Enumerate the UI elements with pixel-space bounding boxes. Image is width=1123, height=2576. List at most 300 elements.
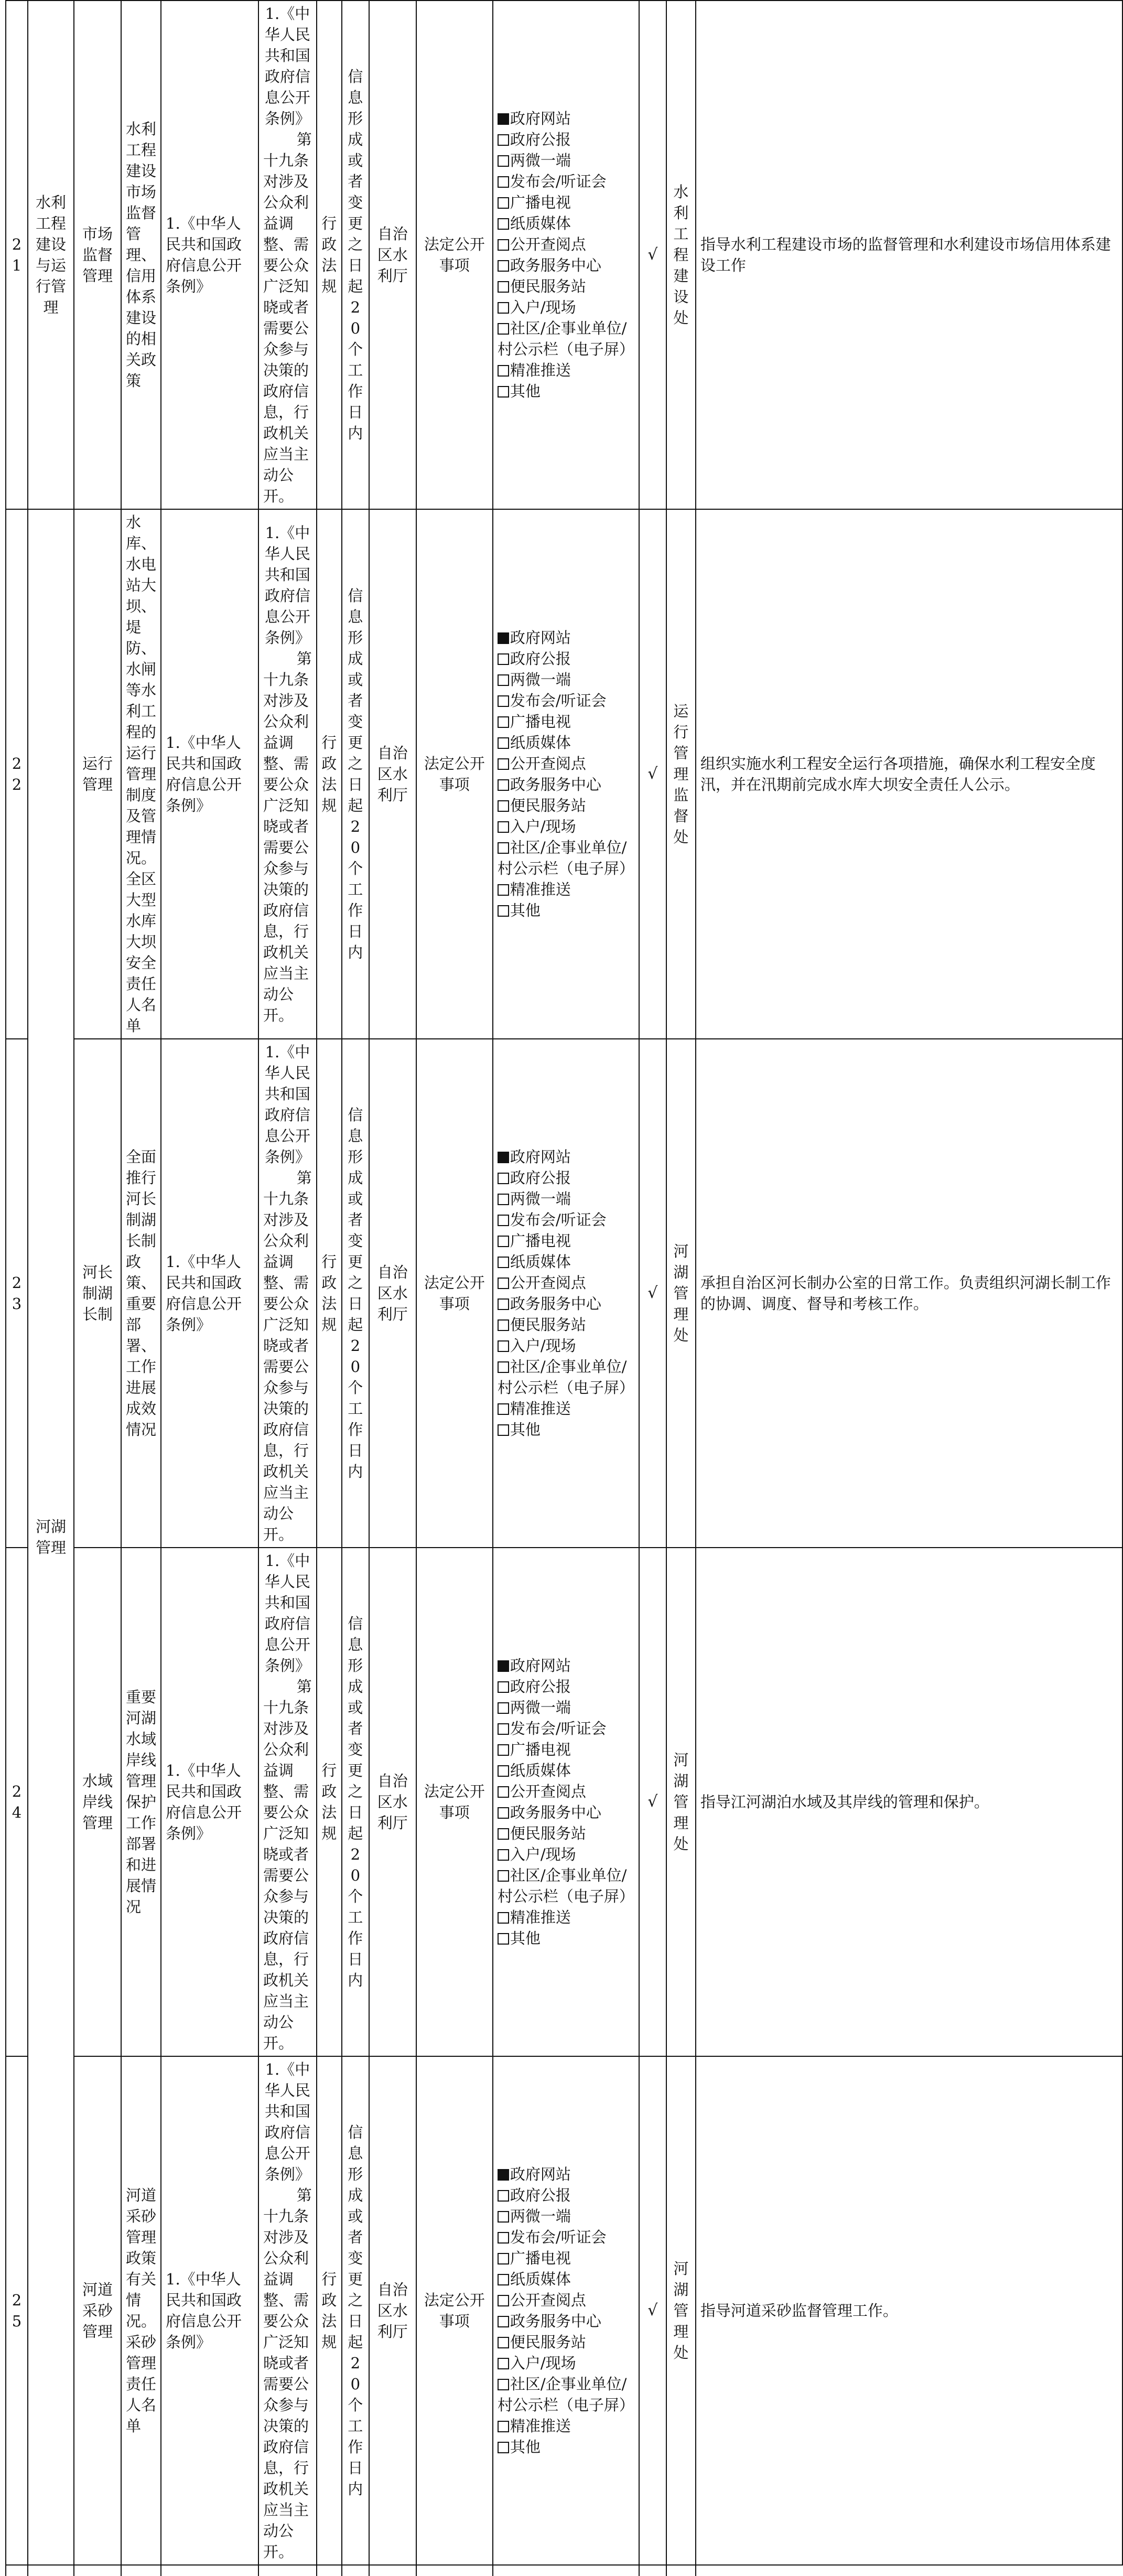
checkbox-icon	[498, 905, 509, 917]
channel-item	[498, 2290, 634, 2311]
channel-label: 政务服务中心	[510, 256, 601, 274]
channel-label: 纸质媒体	[510, 2270, 571, 2288]
basis-article: 第十九条 对涉及公众利益调整、需要公众广泛知晓或者需要公众参与决策的政府信息，行政机关应当主动公开。	[263, 650, 325, 1024]
channel-label: 其他	[510, 901, 541, 919]
channel-label: 广播电视	[510, 1741, 571, 1758]
checkbox-icon	[498, 1849, 509, 1861]
channel-item	[498, 774, 634, 795]
channel-item	[498, 2185, 634, 2206]
channel-label: 政府网站	[510, 1657, 571, 1675]
table-body	[6, 1, 1122, 2576]
checkbox-icon	[498, 1765, 509, 1777]
checkbox-icon	[498, 386, 509, 398]
checkbox-icon	[498, 134, 509, 146]
channel-list	[493, 509, 639, 1039]
channel-label: 精准推送	[510, 1400, 571, 1418]
channel-label: 发布会/听证会	[510, 173, 607, 190]
checkbox-icon	[498, 1424, 509, 1436]
channel-label: 政府网站	[510, 629, 571, 647]
basis-short: 1.《中华人民共和国政府信息公开条例》	[161, 1, 258, 509]
checkbox-icon	[498, 323, 509, 335]
checkbox-icon	[498, 758, 509, 770]
checkmark: √	[639, 1548, 666, 2056]
channel-item	[498, 690, 634, 711]
channel-label: 发布会/听证会	[510, 2228, 607, 2246]
disclosure-subject: 自治区水利厅	[369, 2056, 416, 2565]
time-limit: 信息形成或者变更之日起20个工作日内	[342, 1039, 369, 1548]
duty-description: 组织实施水利工程安全运行各项措施，确保水利工程安全度汛，并在汛期前完成水库大坝安全责任人公示。	[696, 509, 1122, 1039]
channel-label: 公开查阅点	[510, 1274, 586, 1292]
checkmark: √	[639, 1039, 666, 1548]
basis-title: 1.《中华人民共和国政府信息公开条例》	[264, 1043, 310, 1166]
channel-item	[498, 1314, 634, 1335]
checkbox-icon	[498, 800, 509, 812]
checkbox-icon	[498, 1152, 509, 1163]
channel-item	[498, 669, 634, 690]
channel-label: 发布会/听证会	[510, 692, 607, 710]
channel-label: 广播电视	[510, 2249, 571, 2267]
channel-item	[498, 1886, 634, 1907]
channel-label: 村公示栏（电子屏）	[497, 860, 634, 877]
row-number: 23	[6, 1039, 28, 1548]
channel-label: 其他	[510, 1929, 541, 1947]
basis-title: 1.《中华人民共和国政府信息公开条例》	[264, 2060, 310, 2183]
channel-item	[498, 1272, 634, 1293]
checkbox-icon	[498, 2337, 509, 2348]
channel-label: 村公示栏（电子屏）	[497, 2396, 634, 2414]
channel-item	[498, 1718, 634, 1739]
responsible-dept: 运行管理监督处	[666, 509, 696, 1039]
table-row	[6, 1548, 1122, 2056]
duty-description: 指导水利工程建设市场的监督管理和水利建设市场信用体系建设工作	[696, 1, 1122, 509]
category-level-2: 运行管理	[74, 509, 121, 1039]
category-level-2: 河道采砂管理	[74, 2056, 121, 2565]
source-type: 行政法规	[317, 1, 342, 509]
checkbox-icon	[498, 884, 509, 896]
checkbox-icon	[498, 1744, 509, 1756]
channel-label: 两微一端	[510, 671, 571, 689]
checkbox-icon	[498, 1340, 509, 1352]
channel-label: 政府公报	[510, 1678, 571, 1695]
channel-item	[498, 648, 634, 669]
disclosure-category: 法定公开事项	[416, 509, 493, 1039]
responsible-dept: 河湖管理处	[666, 1039, 696, 1548]
checkbox-icon	[498, 2211, 509, 2223]
channel-label: 精准推送	[510, 361, 571, 379]
channel-label: 广播电视	[510, 1232, 571, 1250]
channel-label: 政府网站	[510, 2165, 571, 2183]
channel-item	[498, 297, 634, 318]
channel-item	[498, 2374, 634, 2395]
cut-cell	[161, 2565, 258, 2576]
table-row	[6, 1, 1122, 509]
basis-short: 1.《中华人民共和国政府信息公开条例》	[161, 1548, 258, 2056]
channel-item	[498, 108, 634, 129]
channel-item	[498, 213, 634, 234]
channel-label: 便民服务站	[510, 797, 586, 814]
channel-label: 两微一端	[510, 1190, 571, 1208]
channel-item	[498, 1293, 634, 1314]
channel-label: 政务服务中心	[510, 2312, 601, 2330]
channel-item	[498, 1419, 634, 1440]
basis-title: 1.《中华人民共和国政府信息公开条例》	[264, 5, 310, 127]
channel-label: 纸质媒体	[510, 734, 571, 752]
disclosure-content: 河道采砂管理政策有关情况。采砂管理责任人名单	[121, 2056, 161, 2565]
channel-label: 两微一端	[510, 1699, 571, 1716]
channel-item	[498, 2164, 634, 2185]
checkbox-icon	[498, 1681, 509, 1693]
cut-cell	[416, 2565, 493, 2576]
channel-item	[498, 1802, 634, 1823]
checkbox-icon	[498, 1912, 509, 1924]
checkbox-icon	[498, 1807, 509, 1819]
cut-cell	[74, 2565, 121, 2576]
cut-cell	[342, 2565, 369, 2576]
channel-item	[498, 1844, 634, 1865]
row-number: 25	[6, 2056, 28, 2565]
responsible-dept: 河湖管理处	[666, 1548, 696, 2056]
channel-label: 公开查阅点	[510, 2291, 586, 2309]
basis-short: 1.《中华人民共和国政府信息公开条例》	[161, 509, 258, 1039]
channel-item	[498, 1188, 634, 1209]
basis-article: 第十九条 对涉及公众利益调整、需要公众广泛知晓或者需要公众参与决策的政府信息，行政机关应当主动公开。	[263, 131, 325, 505]
channel-label: 广播电视	[510, 713, 571, 731]
channel-item	[498, 837, 634, 858]
checkbox-icon	[498, 1194, 509, 1205]
channel-item	[498, 900, 634, 921]
category-level-1: 河湖管理	[28, 509, 74, 2565]
disclosure-subject: 自治区水利厅	[369, 1039, 416, 1548]
basis-title: 1.《中华人民共和国政府信息公开条例》	[264, 1552, 310, 1675]
checkbox-icon	[498, 2421, 509, 2432]
checkbox-icon	[498, 2295, 509, 2306]
channel-label: 政府公报	[510, 650, 571, 668]
cut-cell	[258, 2565, 317, 2576]
disclosure-category: 法定公开事项	[416, 1, 493, 509]
checkbox-icon	[498, 1933, 509, 1945]
checkbox-icon	[498, 1786, 509, 1798]
channel-item	[498, 360, 634, 381]
checkbox-icon	[498, 155, 509, 167]
channel-item	[498, 192, 634, 213]
channel-item	[498, 1398, 634, 1419]
disclosure-category: 法定公开事项	[416, 2056, 493, 2565]
channel-label: 发布会/听证会	[510, 1211, 607, 1229]
basis-full	[258, 2056, 325, 2565]
channel-item	[498, 1676, 634, 1697]
table-row-cut	[6, 2565, 1122, 2576]
row-number: 24	[6, 1548, 28, 2056]
checkbox-icon	[498, 1702, 509, 1714]
basis-article: 第十九条 对涉及公众利益调整、需要公众广泛知晓或者需要公众参与决策的政府信息，行政机关应当主动公开。	[263, 1678, 325, 2052]
checkbox-icon	[498, 632, 509, 644]
checkbox-icon	[498, 2379, 509, 2390]
channel-item	[498, 381, 634, 402]
disclosure-subject: 自治区水利厅	[369, 1, 416, 509]
channel-label: 便民服务站	[510, 1316, 586, 1334]
channel-item	[498, 276, 634, 297]
channel-item	[498, 879, 634, 900]
channel-item	[498, 858, 634, 879]
channel-label: 政府公报	[510, 131, 571, 148]
channel-label: 村公示栏（电子屏）	[497, 1887, 634, 1905]
channel-item	[498, 150, 634, 171]
category-level-2: 河长制湖长制	[74, 1039, 121, 1548]
checkbox-icon	[498, 2169, 509, 2181]
checkbox-icon	[498, 1298, 509, 1310]
checkmark: √	[639, 509, 666, 1039]
checkmark: √	[639, 1, 666, 509]
cut-cell	[28, 2565, 74, 2576]
channel-label: 政务服务中心	[510, 1295, 601, 1313]
channel-label: 便民服务站	[510, 2333, 586, 2351]
time-limit: 信息形成或者变更之日起20个工作日内	[342, 1548, 369, 2056]
channel-item	[498, 1356, 634, 1377]
channel-label: 便民服务站	[510, 1824, 586, 1842]
channel-item	[498, 1251, 634, 1272]
channel-label: 两微一端	[510, 2207, 571, 2225]
channel-label: 入户/现场	[510, 298, 576, 316]
channel-item	[498, 2248, 634, 2269]
channel-label: 村公示栏（电子屏）	[497, 1379, 634, 1397]
disclosure-content: 全面推行河长制湖长制政策、重要部署、工作进展成效情况	[121, 1039, 161, 1548]
channel-list	[493, 2056, 639, 2565]
channel-label: 便民服务站	[510, 277, 586, 295]
checkbox-icon	[498, 2442, 509, 2453]
cut-cell	[666, 2565, 696, 2576]
channel-item	[498, 795, 634, 816]
channel-list	[493, 1, 639, 509]
channel-item	[498, 2332, 634, 2353]
channel-label: 社区/企事业单位/	[510, 1358, 627, 1376]
checkbox-icon	[498, 176, 509, 188]
channel-item	[498, 816, 634, 837]
time-limit: 信息形成或者变更之日起20个工作日内	[342, 509, 369, 1039]
channel-item	[498, 1907, 634, 1928]
source-type: 行政法规	[317, 1548, 342, 2056]
checkbox-icon	[498, 1660, 509, 1672]
checkbox-icon	[498, 2274, 509, 2285]
checkbox-icon	[498, 260, 509, 272]
channel-item	[498, 1928, 634, 1949]
channel-label: 纸质媒体	[510, 1762, 571, 1779]
category-level-2: 市场监督管理	[74, 1, 121, 509]
duty-description: 指导江河湖泊水域及其岸线的管理和保护。	[696, 1548, 1122, 2056]
channel-item	[498, 1760, 634, 1781]
channel-label: 广播电视	[510, 194, 571, 211]
checkbox-icon	[498, 1278, 509, 1289]
channel-item	[498, 339, 634, 360]
checkmark: √	[639, 2056, 666, 2565]
basis-full	[258, 509, 325, 1039]
source-type: 行政法规	[317, 1039, 342, 1548]
checkbox-icon	[498, 1173, 509, 1184]
cut-cell	[493, 2565, 639, 2576]
checkbox-icon	[498, 218, 509, 230]
channel-item	[498, 2416, 634, 2437]
channel-label: 政府公报	[510, 2186, 571, 2204]
checkbox-icon	[498, 842, 509, 854]
basis-full	[258, 1, 325, 509]
checkbox-icon	[498, 1723, 509, 1735]
checkbox-icon	[498, 2190, 509, 2202]
disclosure-subject: 自治区水利厅	[369, 1548, 416, 2056]
basis-title: 1.《中华人民共和国政府信息公开条例》	[264, 524, 310, 647]
cut-cell	[121, 2565, 161, 2576]
checkbox-icon	[498, 2232, 509, 2244]
checkbox-icon	[498, 365, 509, 377]
channel-item	[498, 753, 634, 774]
channel-label: 村公示栏（电子屏）	[497, 340, 634, 358]
channel-label: 其他	[510, 382, 541, 400]
basis-article: 第十九条 对涉及公众利益调整、需要公众广泛知晓或者需要公众参与决策的政府信息，行政机关应当主动公开。	[263, 1169, 325, 1543]
cut-cell	[6, 2565, 28, 2576]
channel-item	[498, 627, 634, 648]
channel-item	[498, 318, 634, 339]
channel-item	[498, 1781, 634, 1802]
checkbox-icon	[498, 302, 509, 314]
channel-item	[498, 2269, 634, 2290]
responsible-dept: 水利工程建设处	[666, 1, 696, 509]
basis-full	[258, 1039, 325, 1548]
channel-label: 精准推送	[510, 2417, 571, 2435]
disclosure-content: 水库、水电站大坝、堤防、水闸等水利工程的运行管理制度及管理情况。全区大型水库大坝安全责任人名单	[121, 509, 161, 1039]
channel-item	[498, 711, 634, 732]
checkbox-icon	[498, 779, 509, 791]
disclosure-table	[5, 0, 1123, 2576]
checkbox-icon	[498, 113, 509, 125]
channel-label: 政务服务中心	[510, 1804, 601, 1821]
channel-item	[498, 255, 634, 276]
table-row	[6, 2056, 1122, 2565]
channel-item	[498, 1230, 634, 1251]
channel-label: 入户/现场	[510, 818, 576, 835]
channel-list	[493, 1548, 639, 2056]
channel-item	[498, 1209, 634, 1230]
channel-item	[498, 171, 634, 192]
checkbox-icon	[498, 1870, 509, 1882]
channel-item	[498, 129, 634, 150]
channel-item	[498, 1167, 634, 1188]
channel-label: 政府网站	[510, 110, 571, 127]
channel-label: 其他	[510, 1421, 541, 1439]
channel-list	[493, 1039, 639, 1548]
checkbox-icon	[498, 1403, 509, 1415]
channel-label: 入户/现场	[510, 1845, 576, 1863]
channel-item	[498, 1335, 634, 1356]
channel-label: 公开查阅点	[510, 235, 586, 253]
channel-item	[498, 2395, 634, 2416]
channel-item	[498, 1697, 634, 1718]
checkbox-icon	[498, 737, 509, 749]
channel-label: 公开查阅点	[510, 1783, 586, 1800]
basis-article: 第十九条 对涉及公众利益调整、需要公众广泛知晓或者需要公众参与决策的政府信息，行政机关应当主动公开。	[263, 2186, 325, 2561]
checkbox-icon	[498, 1215, 509, 1226]
disclosure-category: 法定公开事项	[416, 1548, 493, 2056]
time-limit: 信息形成或者变更之日起20个工作日内	[342, 1, 369, 509]
table-row	[6, 1039, 1122, 1548]
disclosure-content: 重要河湖水域岸线管理保护工作部署和进展情况	[121, 1548, 161, 2056]
channel-item	[498, 1739, 634, 1760]
checkbox-icon	[498, 2316, 509, 2327]
channel-label: 公开查阅点	[510, 755, 586, 772]
channel-label: 精准推送	[510, 1908, 571, 1926]
channel-item	[498, 2311, 634, 2332]
checkbox-icon	[498, 716, 509, 728]
cut-cell	[317, 2565, 342, 2576]
channel-label: 精准推送	[510, 881, 571, 898]
channel-label: 纸质媒体	[510, 214, 571, 232]
basis-short: 1.《中华人民共和国政府信息公开条例》	[161, 2056, 258, 2565]
channel-item	[498, 1865, 634, 1886]
category-level-1: 水利工程建设与运行管理	[28, 1, 74, 509]
cut-cell	[639, 2565, 666, 2576]
channel-label: 政府网站	[510, 1148, 571, 1166]
checkbox-icon	[498, 1257, 509, 1268]
row-number: 21	[6, 1, 28, 509]
table-row	[6, 509, 1122, 1039]
checkbox-icon	[498, 281, 509, 293]
duty-description: 承担自治区河长制办公室的日常工作。负责组织河湖长制工作的协调、调度、督导和考核工作。	[696, 1039, 1122, 1548]
source-type: 行政法规	[317, 2056, 342, 2565]
channel-item	[498, 732, 634, 753]
channel-item	[498, 1823, 634, 1844]
basis-short: 1.《中华人民共和国政府信息公开条例》	[161, 1039, 258, 1548]
channel-label: 政务服务中心	[510, 776, 601, 793]
cut-cell	[369, 2565, 416, 2576]
disclosure-category: 法定公开事项	[416, 1039, 493, 1548]
channel-item	[498, 2206, 634, 2227]
time-limit: 信息形成或者变更之日起20个工作日内	[342, 2056, 369, 2565]
channel-label: 社区/企事业单位/	[510, 319, 627, 337]
channel-item	[498, 2227, 634, 2248]
checkbox-icon	[498, 1319, 509, 1331]
disclosure-subject: 自治区水利厅	[369, 509, 416, 1039]
channel-item	[498, 1146, 634, 1167]
checkbox-icon	[498, 2253, 509, 2264]
checkbox-icon	[498, 1828, 509, 1840]
channel-label: 纸质媒体	[510, 1253, 571, 1271]
channel-label: 入户/现场	[510, 1337, 576, 1355]
checkbox-icon	[498, 239, 509, 251]
checkbox-icon	[498, 1236, 509, 1247]
category-level-2: 水域岸线管理	[74, 1548, 121, 2056]
disclosure-content: 水利工程建设市场监督管理、信用体系建设的相关政策	[121, 1, 161, 509]
row-number: 22	[6, 509, 28, 1039]
channel-item	[498, 2353, 634, 2374]
checkbox-icon	[498, 653, 509, 665]
channel-label: 其他	[510, 2438, 541, 2456]
channel-label: 社区/企事业单位/	[510, 2375, 627, 2393]
checkbox-icon	[498, 674, 509, 686]
basis-full	[258, 1548, 325, 2056]
checkbox-icon	[498, 821, 509, 833]
checkbox-icon	[498, 197, 509, 209]
channel-item	[498, 1655, 634, 1676]
channel-label: 社区/企事业单位/	[510, 839, 627, 856]
channel-label: 入户/现场	[510, 2354, 576, 2372]
channel-item	[498, 234, 634, 255]
channel-item	[498, 2437, 634, 2457]
channel-item	[498, 1377, 634, 1398]
channel-label: 社区/企事业单位/	[510, 1866, 627, 1884]
channel-label: 政府公报	[510, 1169, 571, 1187]
checkbox-icon	[498, 2358, 509, 2369]
duty-description: 指导河道采砂监督管理工作。	[696, 2056, 1122, 2565]
responsible-dept: 河湖管理处	[666, 2056, 696, 2565]
channel-label: 两微一端	[510, 152, 571, 169]
checkbox-icon	[498, 695, 509, 707]
